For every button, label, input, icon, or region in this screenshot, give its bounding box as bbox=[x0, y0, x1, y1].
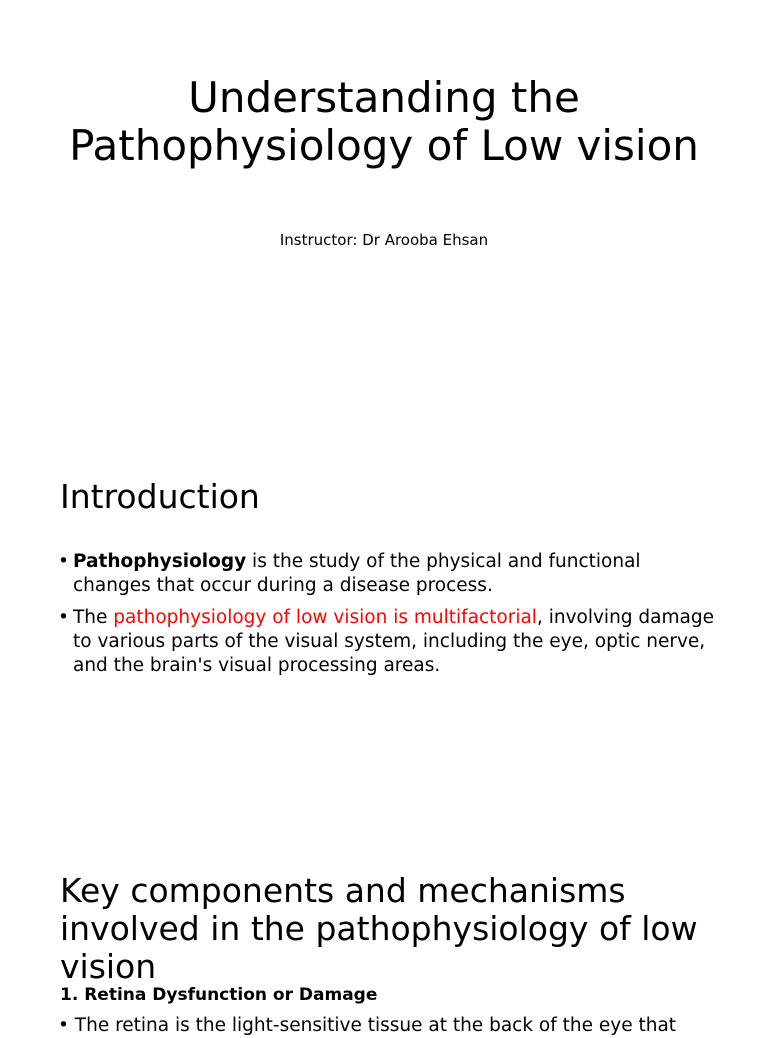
bullet-pathophysiology-definition bbox=[58, 550, 718, 598]
introduction-heading: Introduction bbox=[60, 477, 260, 516]
introduction-slide bbox=[0, 384, 768, 826]
bullet2-text: , involving damage to various parts of the visual system, including the eye, optic nerve, and the brain's visual processing areas. bbox=[73, 607, 714, 676]
presentation-title: Understanding the Pathophysiology of Low vision bbox=[69, 73, 699, 170]
bold-term-pathophysiology: Pathophysiology bbox=[73, 551, 247, 572]
bullet1-text: is the study of the physical and functional changes that occur during a disease process. bbox=[73, 551, 641, 596]
instructor-subtitle: Instructor: Dr Arooba Ehsan bbox=[279, 231, 489, 249]
bullet2-prefix: The bbox=[73, 607, 114, 628]
highlighted-multifactorial-text: pathophysiology of low vision is multifactorial bbox=[113, 607, 537, 628]
bullet-multifactorial bbox=[58, 606, 718, 678]
retina-dysfunction-subheading: 1. Retina Dysfunction or Damage bbox=[60, 985, 378, 1005]
introduction-bullet-list bbox=[58, 550, 718, 686]
retina-partial-bullet: • The retina is the light-sensitive tissue at the back of the eye that bbox=[58, 1015, 677, 1036]
key-components-heading: Key components and mechanisms involved in the pathophysiology of low vision bbox=[60, 871, 698, 986]
title-slide bbox=[0, 0, 768, 384]
key-components-slide bbox=[0, 826, 768, 1036]
